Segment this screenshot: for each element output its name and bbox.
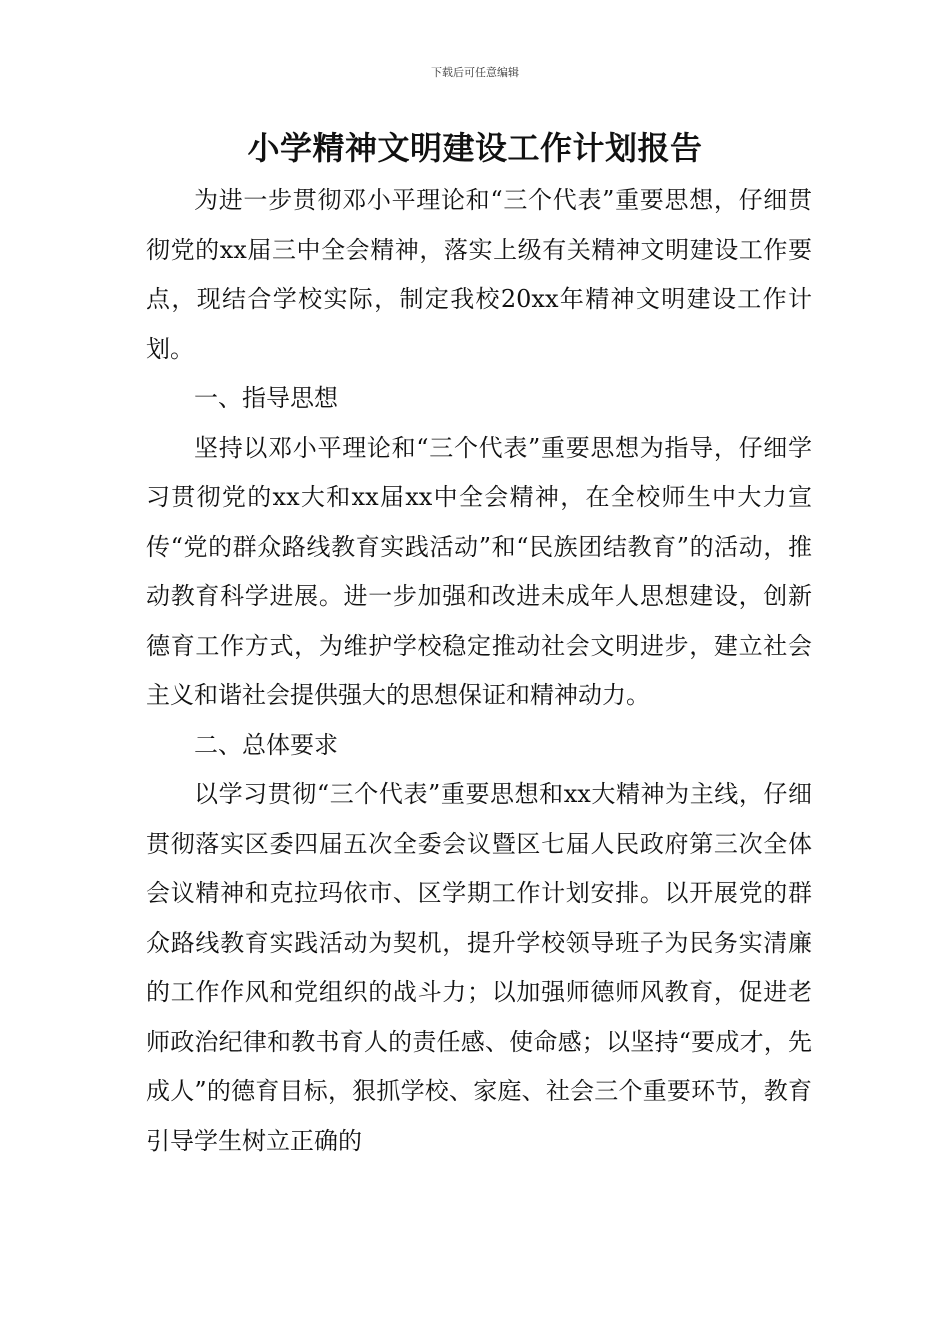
intro-paragraph: 为进一步贯彻邓小平理论和“三个代表”重要思想，仔细贯彻党的xx届三中全会精神，落实上级有关精神文明建设工作要点，现结合学校实际，制定我校20xx年精神文明建设工作计划。 [146,186,812,363]
guiding-ideology-paragraph: 坚持以邓小平理论和“三个代表”重要思想为指导，仔细学习贯彻党的xx大和xx届xx中全会精神，在全校师生中大力宣传“党的群众路线教育实践活动”和“民族团结教育”的活动，推动教育科学进展。进一步加强和改进未成年人思想建设，创新德育工作方式，为维护学校稳定推动社会文明进步，建立社会主义和谐社会提供强大的思想保证和精神动力。 [146,433,812,709]
header-note: 下载后可任意编辑 [431,66,519,79]
document-body [146,176,812,1166]
section-heading-guiding-ideology: 一、指导思想 [194,384,338,412]
document-title: 小学精神文明建设工作计划报告 [247,129,703,167]
section-heading-general-requirements: 二、总体要求 [194,730,338,759]
general-requirements-paragraph: 以学习贯彻“三个代表”重要思想和xx大精神为主线，仔细贯彻落实区委四届五次全委会议暨区七届人民政府第三次全体会议精神和克拉玛依市、区学期工作计划安排。以开展党的群众路线教育实践活动为契机，提升学校领导班子为民务实清廉的工作作风和党组织的战斗力；以加强师德师风教育，促进老师政治纪律和教书育人的责任感、使命感；以坚持“要成才，先成人”的德育目标，狠抓学校、家庭、社会三个重要环节，教育引导学生树立正确的 [146,780,812,1155]
